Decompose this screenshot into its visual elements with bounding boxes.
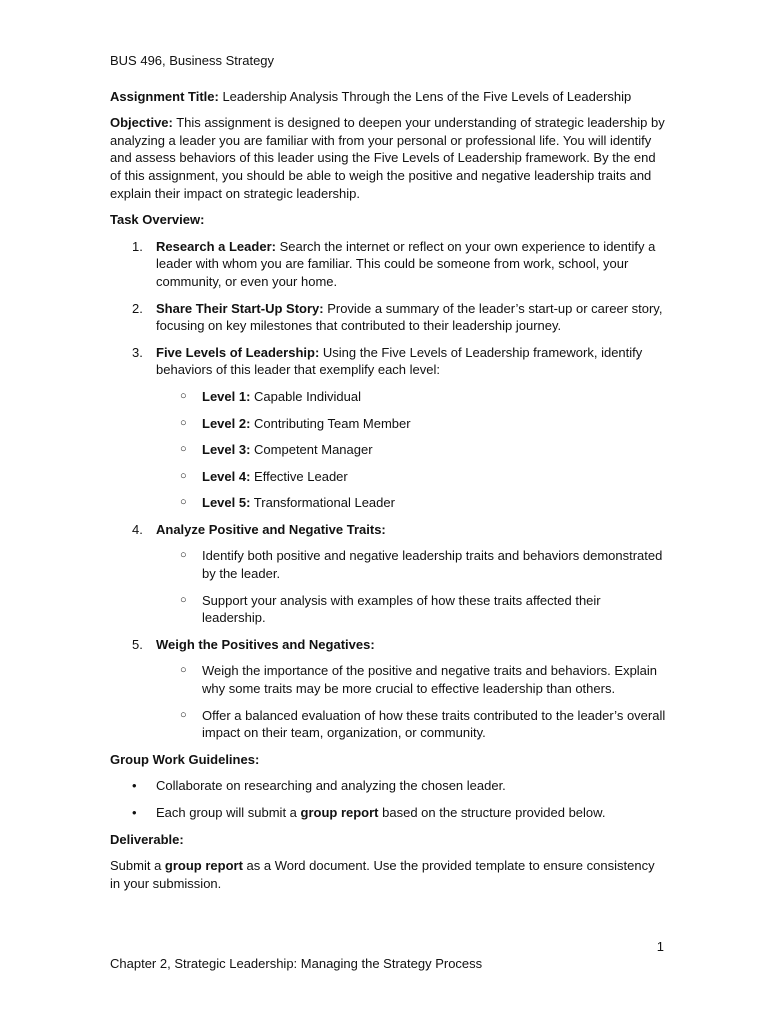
level-item [156,415,666,433]
level-text: Competent Manager [250,442,373,458]
task-item [110,300,666,335]
level-text: Transformational Leader [250,495,395,511]
circle-bullet-icon: ○ [180,496,187,509]
task-item [110,238,666,291]
bullet-dot-icon: • [132,805,137,820]
task-list [110,238,666,742]
page-number: 1 [656,939,664,954]
objective-text: This assignment is designed to deepen your understanding of strategic leadership by analyzing a leader you are familiar with from your personal or professional life. You will identify and assess behaviors of this leader using the Five Levels of Leadership framework. By the end of this assignment, you should be able to weigh the positive and negative leadership traits and explain their impact on strategic leadership. [110,115,665,201]
assignment-title-label: Assignment Title: [110,88,219,104]
circle-bullet-icon: ○ [180,443,187,456]
course-title: BUS 496, Business Strategy [110,53,275,68]
level-item [156,468,666,486]
task-label: Share Their Start-Up Story: [156,300,324,316]
objective-label: Objective: [110,115,173,131]
task-text: Search the internet or reflect on your own experience to identify a leader with whom you are familiar. This could be someone from work, school, your community, or even your home. [156,238,656,289]
weigh-points-list [156,662,666,741]
assignment-title-text: Leadership Analysis Through the Lens of the Five Levels of Leadership [218,88,632,104]
task-item [110,344,666,512]
bullet-dot-icon: • [132,778,137,794]
level-text: Effective Leader [250,468,348,484]
circle-bullet-icon: ○ [180,664,187,677]
task-text: Using the Five Levels of Leadership framework, identify behaviors of this leader that exemplify each level: [156,344,643,378]
task-label: Weigh the Positives and Negatives: [156,636,375,652]
level-label: Level 1: [202,388,251,404]
page-footer: Chapter 2, Strategic Leadership: Managing the Strategy Process [110,956,483,971]
circle-bullet-icon: ○ [180,549,187,562]
task-number: 4. [132,521,143,537]
document-page [110,52,666,892]
task-number: 1. [132,238,143,254]
task-label: Five Levels of Leadership: [156,344,320,360]
analyze-point: ○ Identify both positive and negative leadership traits and behaviors demonstrated by the leader. [180,548,663,582]
task-label: Analyze Positive and Negative Traits: [156,521,386,537]
level-label: Level 3: [202,442,251,458]
group-work-item: • Collaborate on researching and analyzing the chosen leader. [132,778,506,794]
level-item [156,494,666,512]
group-work-list [110,777,666,821]
task-text: Provide a summary of the leader’s start-up or career story, focusing on key milestones that contributed to their leadership journey. [156,300,663,334]
task-number: 3. [132,344,143,360]
task-label: Research a Leader: [156,238,276,254]
circle-bullet-icon: ○ [180,389,187,402]
task-item [110,636,666,742]
task-number: 5. [132,636,143,652]
task-number: 2. [132,300,143,316]
circle-bullet-icon: ○ [180,469,187,482]
task-overview-heading: Task Overview: [110,212,205,228]
circle-bullet-icon: ○ [180,593,187,606]
level-label: Level 4: [202,468,251,484]
level-text: Capable Individual [250,388,361,404]
level-text: Contributing Team Member [250,415,411,431]
deliverable-heading: Deliverable: [110,831,184,847]
level-item [156,388,666,406]
circle-bullet-icon: ○ [180,416,187,429]
analyze-point: ○ Support your analysis with examples of how these traits affected their leadership. [180,592,601,626]
weigh-point: ○ Weigh the importance of the positive and negative traits and behaviors. Explain why some traits may be more crucial to effective leadership than others. [180,663,658,697]
levels-list [156,388,666,512]
analyze-points-list [156,547,666,626]
objective-paragraph [110,114,666,202]
assignment-title [110,88,666,106]
level-item [156,441,666,459]
level-label: Level 5: [202,495,251,511]
weigh-point: ○ Offer a balanced evaluation of how these traits contributed to the leader’s overall impact on their team, organization, or community. [180,707,666,741]
group-work-heading: Group Work Guidelines: [110,751,260,767]
level-label: Level 2: [202,415,251,431]
circle-bullet-icon: ○ [180,708,187,721]
task-item [110,521,666,627]
deliverable-text: Submit a group report as a Word document. Use the provided template to ensure consistency in your submission. [110,858,655,891]
group-work-item: • Each group will submit a group report based on the structure provided below. [132,805,606,820]
